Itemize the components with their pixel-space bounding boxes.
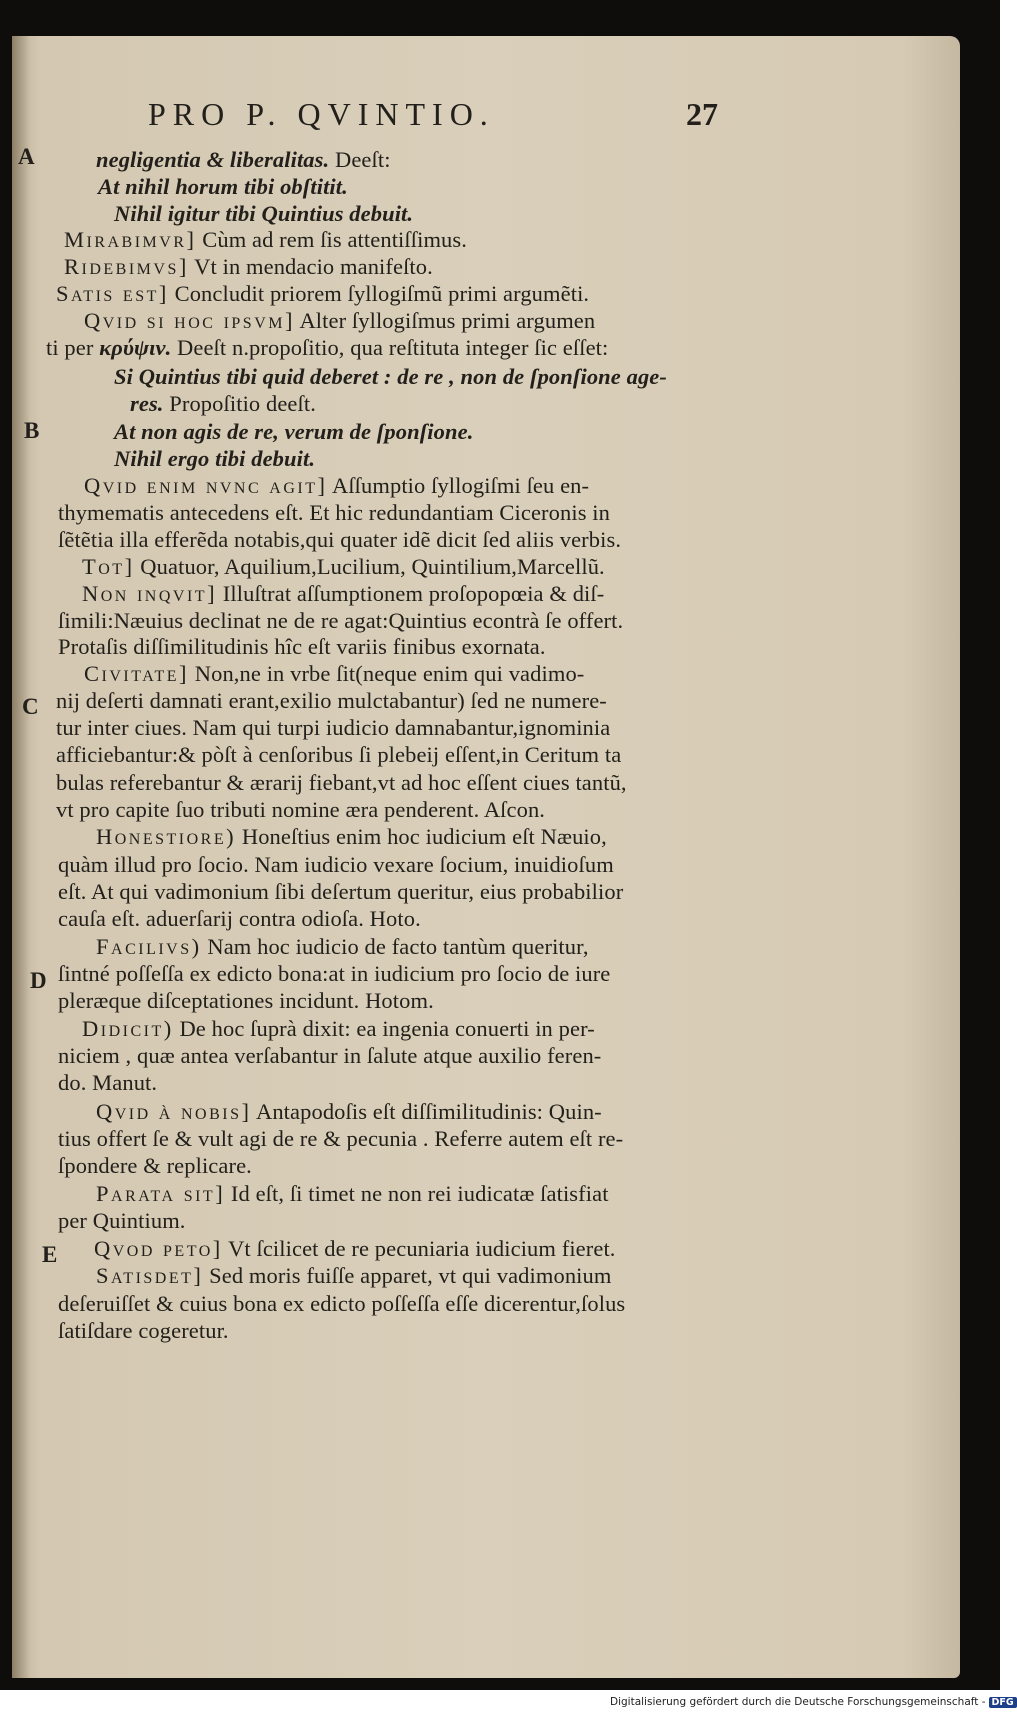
lemma-heading: Civitate] [84,661,190,686]
text-line [58,1291,625,1317]
page-edge [12,36,30,1678]
lemma-heading: Honestiore) [96,824,237,849]
line-text: Vt in mendacio manifeſto. [188,254,433,279]
margin-letter-d: D [30,968,47,993]
text-line [56,770,627,796]
italic-text: negligentia & liberalitas. [96,147,330,172]
text-line [114,364,667,390]
text-line [96,1181,609,1207]
text-line [58,1070,157,1096]
lemma-heading: Facilivs) [96,934,202,959]
text-line [96,1263,611,1289]
line-text: Deeſt: [329,147,391,172]
line-text: Sed moris fuiſſe apparet, vt qui vadimonium [203,1263,612,1288]
line-text: cauſa eſt. aduerſarij contra odioſa. Hoto. [58,906,421,931]
line-text: Vt ſcilicet de re pecuniaria iudicium fieret. [222,1236,616,1261]
margin-letter-e: E [42,1242,58,1267]
text-line [96,1099,602,1125]
text-line [56,715,610,741]
text-line [56,281,589,307]
text-line [96,934,589,960]
text-line [56,797,545,823]
lemma-heading: Didicit) [82,1016,174,1041]
line-text: ſimili:Næuius declinat ne de re agat:Quintius econtrà ſe offert. [58,608,624,633]
line-text: Protaſis diſſimilitudinis hîc eſt variis finibus exornata. [58,634,546,659]
text-line [58,1153,252,1179]
text-line [58,852,614,878]
lemma-heading: Parata sit] [96,1181,226,1206]
line-text: niciem , quæ antea verſabantur in ſalute atque auxilio feren- [58,1043,602,1068]
line-text: Nam hoc iudicio de facto tantùm queritur, [201,934,589,959]
line-text: Quatuor, Aquilium,Lucilium, Quintilium,Marcellũ. [134,554,605,579]
text-line [98,174,348,200]
line-text: Illuſtrat aſſumptionem proſopopœia & diſ- [217,581,605,606]
line-text: Propoſitio deeſt. [163,391,316,416]
lemma-heading: Satisdet] [96,1263,204,1288]
text-line [58,1318,229,1344]
lemma-heading: Non inqvit] [82,581,218,606]
text-line [114,446,315,472]
text-line [58,879,623,905]
text-line [58,961,610,987]
line-text: afficiebantur:& pòſt à cenſoribus ſi plebeij eſſent,in Ceritum ta [56,742,622,767]
text-line [58,634,546,660]
line-text: De hoc ſuprà dixit: ea ingenia conuerti in per- [173,1016,595,1041]
italic-text: Nihil igitur tibi Quintius debuit. [114,201,414,226]
text-line [84,473,589,499]
lemma-heading: Mirabimvr] [64,227,197,252]
line-text: Non,ne in vrbe ſit(neque enim qui vadimo- [189,661,585,686]
line-text: ſintné poſſeſſa ex edicto bona:at in iudicium pro ſocio de iure [58,961,611,986]
italic-text: Si Quintius tibi quid deberet : de re , non de ſponſione age- [114,364,667,389]
italic-text: res. [130,391,164,416]
margin-letter-c: C [22,694,39,719]
line-text: ſpondere & replicare. [58,1153,252,1178]
text-line [96,824,607,850]
text-line [82,554,605,580]
footer-credit [610,1696,1014,1708]
text-line [58,988,434,1014]
text-line [130,391,316,417]
line-text: deſeruiſſet & cuius bona ex edicto poſſeſſa eſſe dicerentur,ſolus [58,1291,626,1316]
line-text: thymematis antecedens eſt. Et hic redundantiam Ciceronis in [58,500,610,525]
line-text: tur inter ciues. Nam qui turpi iudicio damnabantur,ignominia [56,715,611,740]
margin-letter-a: A [18,144,35,169]
text-line [58,608,623,634]
text-line [82,1016,595,1042]
lemma-heading: Qvod peto] [94,1236,223,1261]
line-text: quàm illud pro ſocio. Nam iudicio vexare ſocium, inuidioſum [58,852,614,877]
line-text: Concludit priorem ſyllogiſmũ primi argumẽti. [168,281,590,306]
footer-text: Digitalisierung gefördert durch die Deutsche Forschungsgemeinschaft - [610,1696,986,1708]
page-number: 27 [686,96,718,132]
line-text: nij deſerti damnati erant,exilio mulctabantur) ſed ne numere- [56,688,607,713]
running-head: PRO P. QVINTIO. [148,96,495,132]
text-line [56,742,621,768]
lemma-heading: Qvid enim nvnc agit] [84,473,328,498]
line-text: Id eſt, ſi timet ne non rei iudicatæ ſatisfiat [225,1181,609,1206]
text-line [84,661,584,687]
lemma-heading: Ridebimvs] [64,254,189,279]
line-text: ſẽtẽtia illa efferẽda notabis,qui quater idẽ dicit ſed aliis verbis. [58,527,622,552]
line-text: Honeſtius enim hoc iudicium eſt Næuio, [236,824,607,849]
line-text: ti per [46,335,100,360]
text-line [94,1236,616,1262]
lemma-heading: Satis est] [56,281,169,306]
lemma-heading: Qvid si hoc ipsvm] [84,308,295,333]
lemma-heading: Tot] [82,554,135,579]
line-text: pleræque diſceptationes incidunt. Hotom. [58,988,434,1013]
line-text: vt pro capite ſuo tributi nomine æra penderent. Aſcon. [56,797,546,822]
italic-text: Nihil ergo tibi debuit. [114,446,316,471]
line-text: Deeſt n.propoſitio, qua reſtituta integer ſic eſſet: [171,335,609,360]
italic-text: At non agis de re, verum de ſponſione. [114,419,474,444]
line-text: eſt. At qui vadimonium ſibi deſertum queritur, eius probabilior [58,879,624,904]
line-text: per Quintium. [58,1208,186,1233]
line-text: Cùm ad rem ſis attentiſſimus. [196,227,467,252]
dfg-logo: DFG [989,1697,1017,1708]
text-line [58,527,621,553]
text-line [96,147,391,173]
line-text: ſatiſdare cogeretur. [58,1318,229,1343]
text-line [82,581,604,607]
margin-letter-b: B [24,418,40,443]
text-line [56,688,607,714]
text-line [58,1208,186,1234]
text-line [46,335,608,361]
text-line [58,1126,623,1152]
line-text: do. Manut. [58,1070,158,1095]
text-line [58,500,610,526]
line-text: Alter ſyllogiſmus primi argumen [294,308,596,333]
text-line [64,227,467,253]
line-text: tius offert ſe & vult agi de re & pecunia . Referre autem eſt re- [58,1126,624,1151]
line-text: Antapodoſis eſt diſſimilitudinis: Quin- [251,1099,602,1124]
line-text: Aſſumptio ſyllogiſmi ſeu en- [327,473,590,498]
text-line [84,308,595,334]
italic-text: κρύψιν. [99,335,172,360]
text-line [114,201,413,227]
text-line [58,906,421,932]
italic-text: At nihil horum tibi obſtitit. [98,174,348,199]
text-line [64,254,433,280]
text-line [58,1043,601,1069]
lemma-heading: Qvid à nobis] [96,1099,252,1124]
line-text: bulas referebantur & ærarij fiebant,vt ad hoc eſſent ciues tantũ, [56,770,627,795]
text-line [114,419,473,445]
